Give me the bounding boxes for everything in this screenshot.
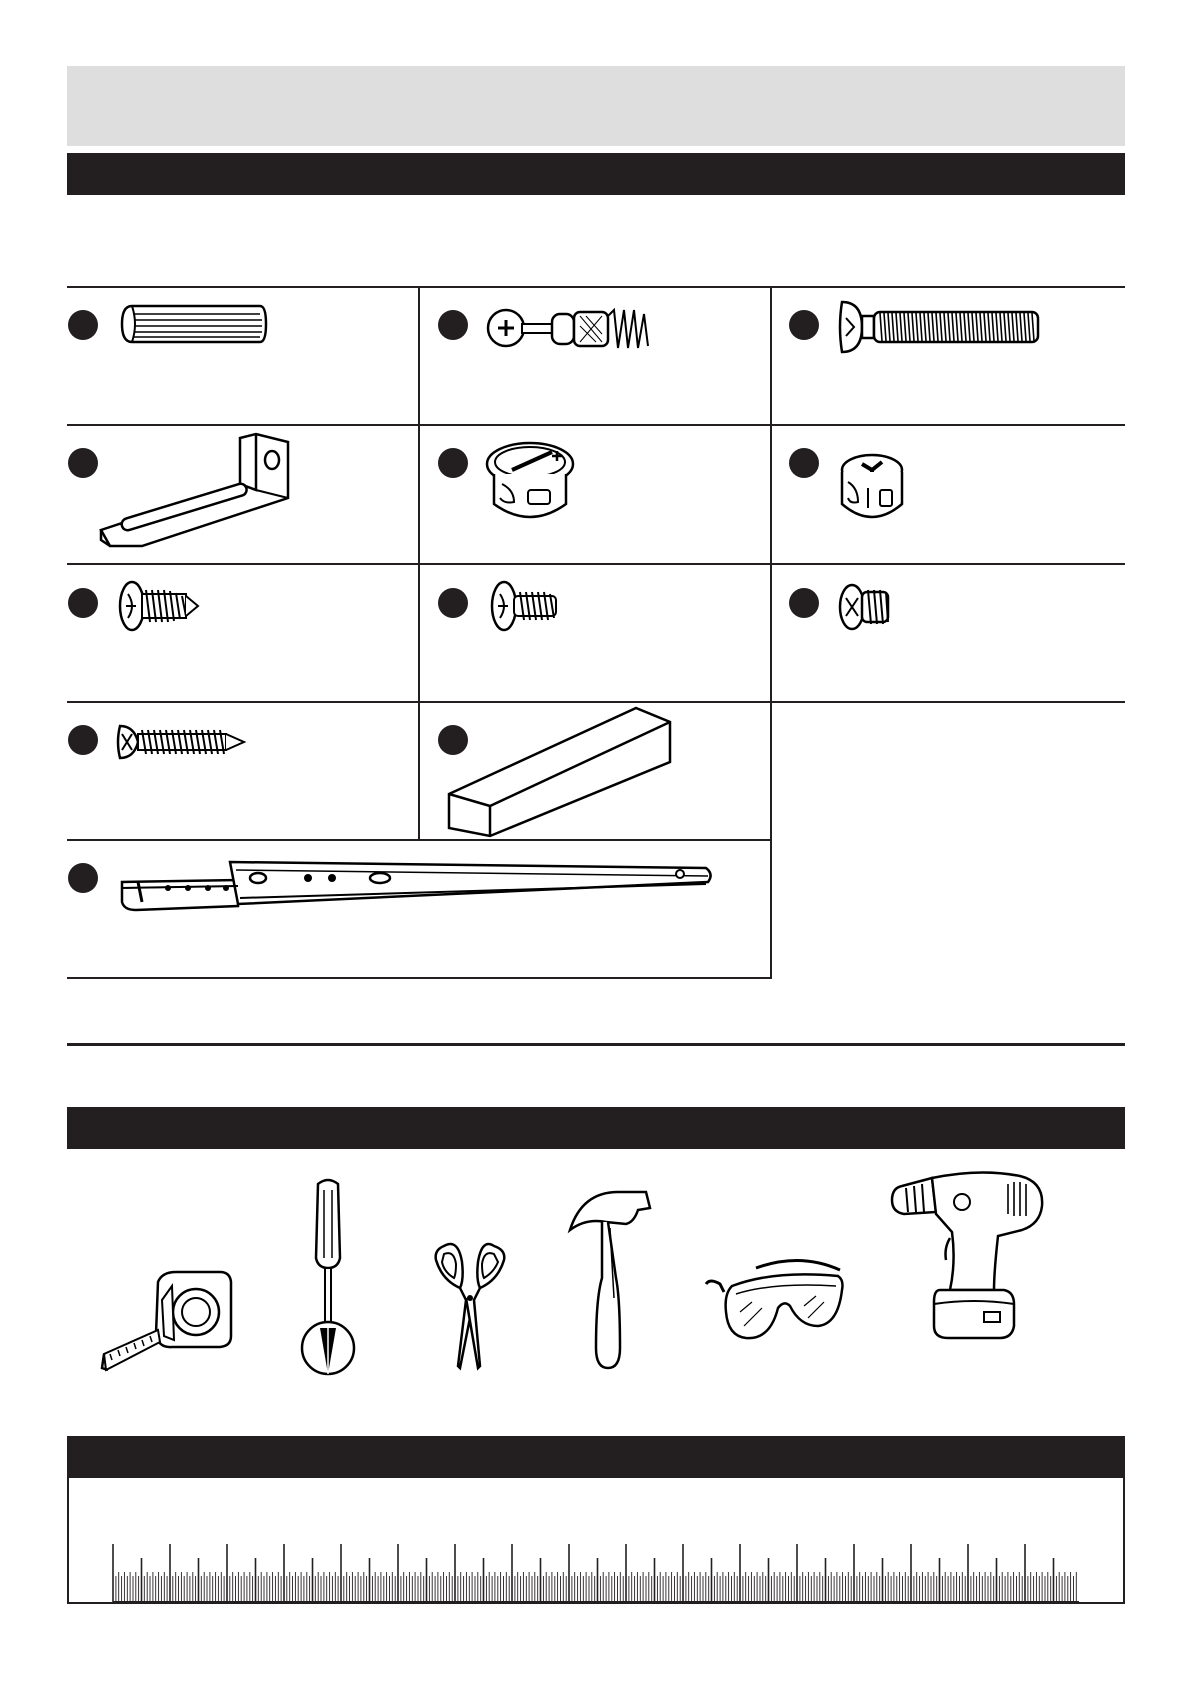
cam-lock-small-icon: [840, 452, 906, 524]
part-f-marker: [789, 448, 819, 478]
power-drill-icon: [890, 1172, 1046, 1342]
scissors-icon: [430, 1240, 510, 1370]
countersunk-screw-icon: [116, 722, 248, 762]
part-i-marker: [789, 588, 819, 618]
cam-lock-large-icon: [484, 440, 580, 524]
euro-screw-icon: [838, 582, 894, 632]
ruler-section-bar: [67, 1436, 1125, 1478]
tools-section-bar: [67, 1107, 1125, 1149]
part-a-marker: [68, 310, 98, 340]
part-h-marker: [438, 588, 468, 618]
safety-glasses-icon: [704, 1254, 846, 1344]
machine-screw-icon: [490, 578, 562, 634]
part-e-marker: [438, 448, 468, 478]
tape-measure-icon: [100, 1270, 235, 1372]
section-divider: [67, 1043, 1125, 1046]
screwdriver-icon: [296, 1178, 360, 1378]
ruler-scale: [67, 1478, 1125, 1604]
wooden-dowel-icon: [120, 302, 270, 346]
cam-bolt-icon: [486, 302, 656, 354]
hammer-icon: [566, 1188, 652, 1372]
part-b-marker: [438, 310, 468, 340]
part-g-marker: [68, 588, 98, 618]
part-l-marker: [68, 863, 98, 893]
wooden-block-icon: [446, 704, 672, 838]
part-c-marker: [789, 310, 819, 340]
part-j-marker: [68, 725, 98, 755]
connecting-bolt-icon: [838, 298, 1043, 356]
part-d-marker: [68, 448, 98, 478]
drawer-runner-icon: [118, 858, 714, 916]
flange-screw-icon: [118, 578, 202, 634]
hardware-section-bar: [67, 153, 1125, 195]
l-bracket-icon: [98, 430, 298, 556]
header-band: [67, 66, 1125, 146]
